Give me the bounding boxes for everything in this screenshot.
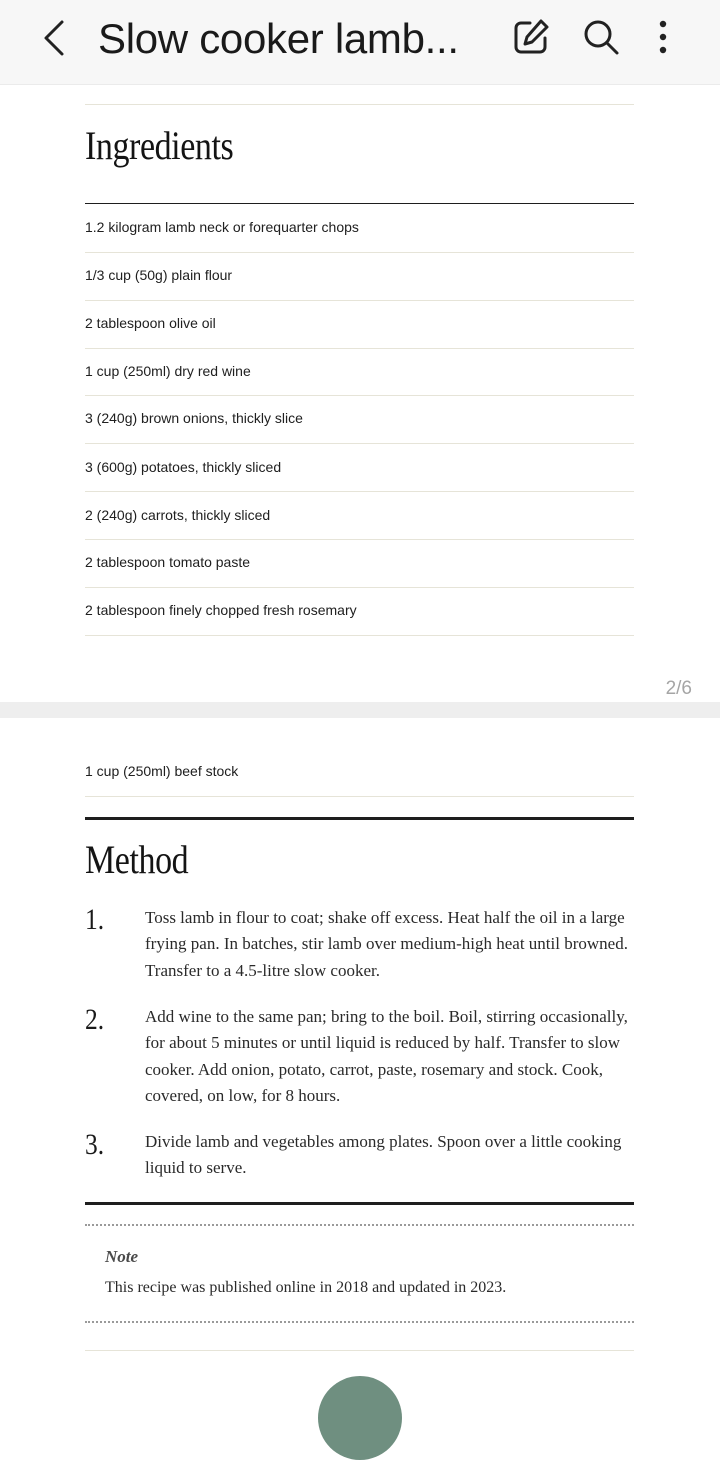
method-end-divider — [85, 1202, 634, 1205]
method-divider — [85, 817, 634, 820]
ingredient-divider — [85, 796, 634, 797]
ingredient-item: 1 cup (250ml) dry red wine — [85, 363, 251, 379]
ingredient-divider — [85, 587, 634, 588]
more-vertical-icon[interactable] — [648, 16, 678, 58]
ingredient-divider — [85, 635, 634, 636]
note-top-border — [85, 1224, 634, 1226]
page-indicator: 2/6 — [665, 678, 692, 699]
ingredient-item: 1/3 cup (50g) plain flour — [85, 267, 233, 283]
ingredient-divider — [85, 491, 634, 492]
note-text: This recipe was published online in 2018 and updated in 2023. — [105, 1279, 507, 1296]
ingredient-divider — [85, 395, 634, 396]
ingredient-item: 2 tablespoon olive oil — [85, 315, 216, 331]
step-text: Add wine to the same pan; bring to the boil. Boil, stirring occasionally, for about 5 minutes or until liquid is reduced by half. Transfer to slow cooker. Add onion, potato, carrot, paste, rosemary and stock. Cook, covered, on low, for 8 hours. — [145, 1007, 628, 1105]
app-bar — [0, 0, 720, 85]
ingredient-item: 1 cup (250ml) beef stock — [85, 763, 239, 779]
step-number: 3. — [85, 1128, 105, 1161]
ingredient-divider — [85, 443, 634, 444]
back-arrow-icon[interactable] — [36, 18, 76, 58]
method-heading: Method — [85, 837, 189, 882]
step-number: 2. — [85, 1003, 105, 1036]
ingredients-divider — [85, 203, 634, 204]
ingredient-divider — [85, 252, 634, 253]
ingredient-item: 2 tablespoon finely chopped fresh rosemary — [85, 602, 357, 618]
ingredient-item: 1.2 kilogram lamb neck or forequarter chops — [85, 219, 359, 235]
note-bottom-border — [85, 1321, 634, 1323]
search-icon[interactable] — [580, 16, 622, 58]
ingredient-divider — [85, 348, 634, 349]
page-separator — [0, 702, 720, 718]
ingredient-item: 3 (600g) potatoes, thickly sliced — [85, 459, 282, 475]
document-title: Slow cooker lamb... — [98, 15, 459, 62]
ingredient-item: 2 (240g) carrots, thickly sliced — [85, 507, 271, 523]
top-divider — [85, 104, 634, 105]
ingredients-heading: Ingredients — [85, 123, 234, 168]
ingredient-item: 2 tablespoon tomato paste — [85, 554, 251, 570]
ingredient-divider — [85, 300, 634, 301]
step-number: 1. — [85, 903, 105, 936]
edit-icon[interactable] — [510, 16, 552, 58]
ingredient-item: 3 (240g) brown onions, thickly slice — [85, 410, 303, 426]
step-text: Toss lamb in flour to coat; shake off excess. Heat half the oil in a large frying pan. In batches, stir lamb over medium-high heat until browned. Transfer to a 4.5-litre slow cooker. — [145, 908, 628, 980]
step-text: Divide lamb and vegetables among plates. Spoon over a little cooking liquid to serve. — [145, 1132, 622, 1178]
ingredient-divider — [85, 539, 634, 540]
bottom-divider — [85, 1350, 634, 1351]
note-label: Note — [105, 1247, 139, 1266]
